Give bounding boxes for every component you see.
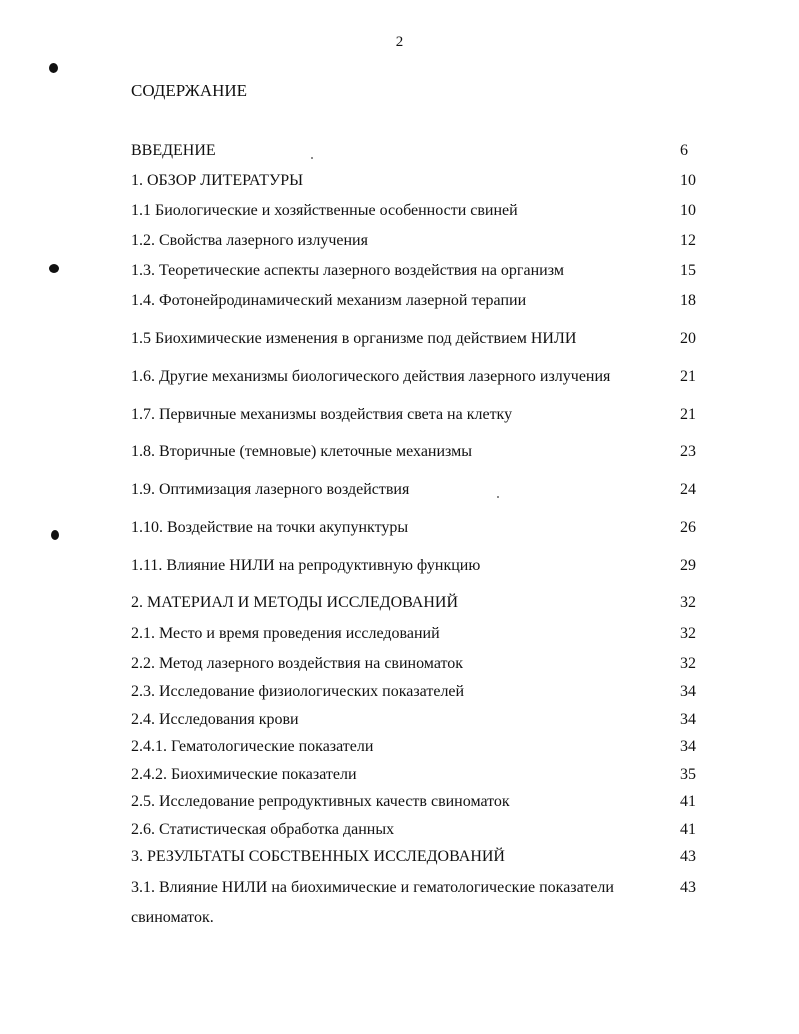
toc-entry-title: ВВЕДЕНИЕ xyxy=(131,142,216,159)
punch-hole-mark xyxy=(49,264,59,273)
page-title: СОДЕРЖАНИЕ xyxy=(131,81,248,100)
toc-entry-page: 35 xyxy=(680,766,696,783)
toc-entry-title: 1.11. Влияние НИЛИ на репродуктивную функцию xyxy=(131,557,481,574)
punch-hole-mark xyxy=(51,530,59,540)
toc-entry-title: 1.4. Фотонейродинамический механизм лазерной терапии xyxy=(131,292,527,309)
toc-entry-page: 34 xyxy=(680,711,696,728)
punch-hole-mark xyxy=(49,63,58,73)
toc-entry-title: 1.3. Теоретические аспекты лазерного воздействия на организм xyxy=(131,262,564,279)
toc-entry-title: 1.6. Другие механизмы биологического действия лазерного излучения xyxy=(131,368,611,385)
toc-entry-title: 2.4. Исследования крови xyxy=(131,711,299,728)
toc-entry-title: 2.6. Статистическая обработка данных xyxy=(131,821,395,838)
toc-entry-page: 34 xyxy=(680,683,696,700)
toc-entry-page: 32 xyxy=(680,625,696,642)
toc-entry-page: 6 xyxy=(680,142,688,159)
toc-entry-page: 29 xyxy=(680,557,696,574)
toc-entry-page: 26 xyxy=(680,519,696,536)
toc-entry-title: 2.4.2. Биохимические показатели xyxy=(131,766,357,783)
toc-entry-title: 1.2. Свойства лазерного излучения xyxy=(131,232,368,249)
toc-entry-page: 10 xyxy=(680,202,696,219)
toc-entry-title: 2. МАТЕРИАЛ И МЕТОДЫ ИССЛЕДОВАНИЙ xyxy=(131,594,458,611)
toc-entry-title: 1.8. Вторичные (темновые) клеточные механизмы xyxy=(131,443,473,460)
toc-entry-title: 2.4.1. Гематологические показатели xyxy=(131,738,374,755)
toc-entry-title: 2.3. Исследование физиологических показателей xyxy=(131,683,465,700)
toc-entry-page: 10 xyxy=(680,172,696,189)
toc-entry-page: 41 xyxy=(680,821,696,838)
toc-entry-page: 32 xyxy=(680,655,696,672)
toc-entry-page: 43 xyxy=(680,879,696,896)
toc-entry-title: 3.1. Влияние НИЛИ на биохимические и гематологические показатели xyxy=(131,879,614,896)
toc-entry-title: 2.2. Метод лазерного воздействия на свиноматок xyxy=(131,655,464,672)
toc-entry-title: 2.5. Исследование репродуктивных качеств свиноматок xyxy=(131,793,510,810)
toc-entry-title: 1.9. Оптимизация лазерного воздействия xyxy=(131,481,410,498)
toc-entry-page: 15 xyxy=(680,262,696,279)
toc-entry-page: 43 xyxy=(680,848,696,865)
toc-entry-page: 34 xyxy=(680,738,696,755)
toc-entry-page: 24 xyxy=(680,481,696,498)
page-number: 2 xyxy=(395,34,404,50)
toc-entry-page: 32 xyxy=(680,594,696,611)
toc-entry-page: 21 xyxy=(680,406,696,423)
toc-entry-title: 1.7. Первичные механизмы воздействия света на клетку xyxy=(131,406,513,423)
toc-entry-page: 18 xyxy=(680,292,696,309)
scan-speck xyxy=(497,496,499,498)
toc-entry-title: 1.1 Биологические и хозяйственные особенности свиней xyxy=(131,202,518,219)
toc-entry-continuation: свиноматок. xyxy=(131,909,214,926)
toc-entry-page: 21 xyxy=(680,368,696,385)
toc-entry-page: 23 xyxy=(680,443,696,460)
toc-entry-page: 20 xyxy=(680,330,696,347)
toc-entry-title: 1. ОБЗОР ЛИТЕРАТУРЫ xyxy=(131,172,304,189)
toc-entry-title: 2.1. Место и время проведения исследований xyxy=(131,625,440,642)
toc-entry-page: 41 xyxy=(680,793,696,810)
toc-entry-page: 12 xyxy=(680,232,696,249)
scan-speck xyxy=(311,157,313,159)
toc-entry-title: 1.5 Биохимические изменения в организме под действием НИЛИ xyxy=(131,330,577,347)
toc-entry-title: 3. РЕЗУЛЬТАТЫ СОБСТВЕННЫХ ИССЛЕДОВАНИЙ xyxy=(131,848,505,865)
toc-entry-title: 1.10. Воздействие на точки акупунктуры xyxy=(131,519,409,536)
